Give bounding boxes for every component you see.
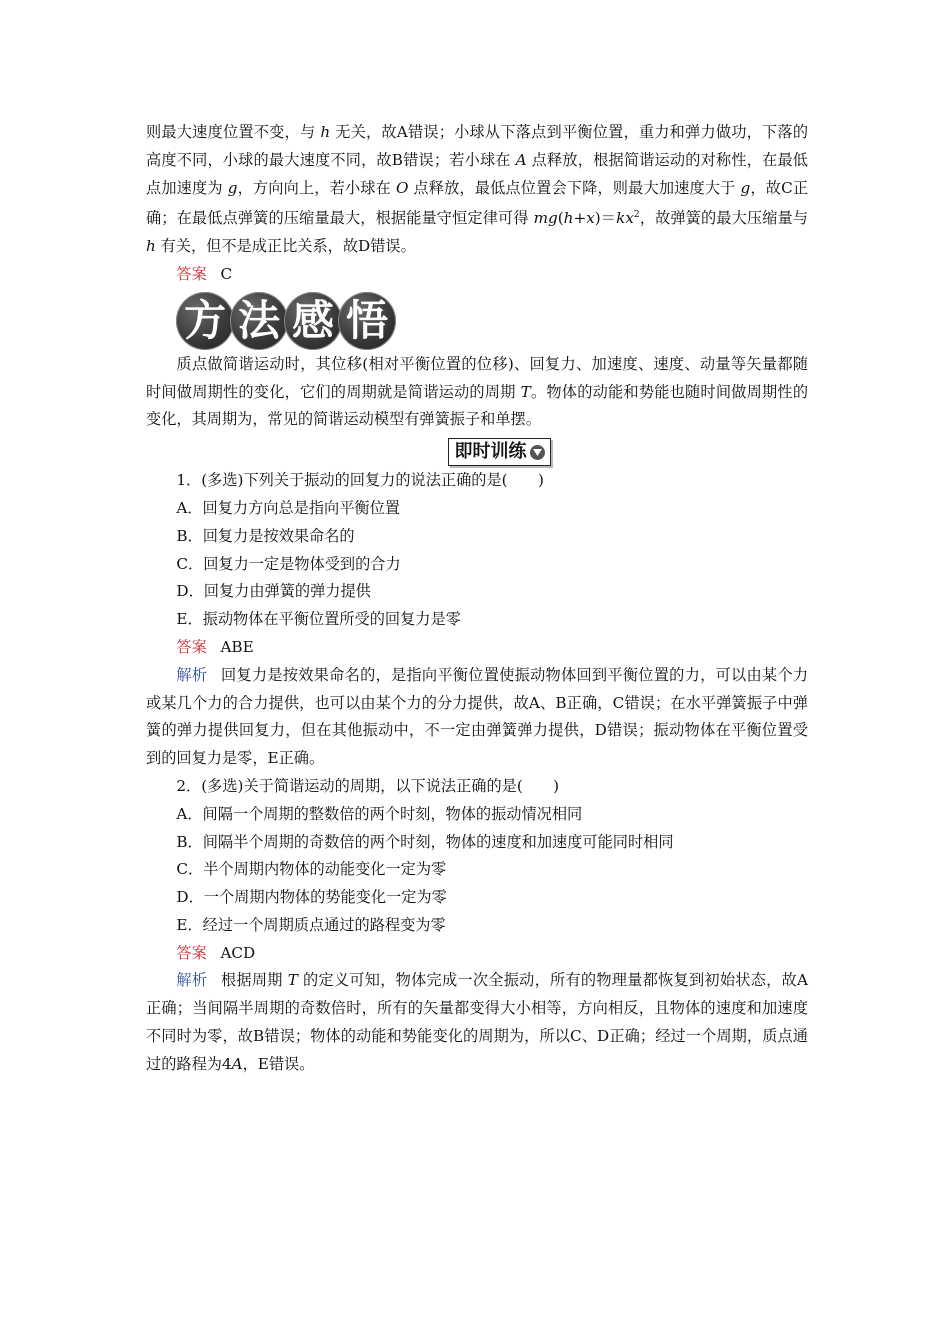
answer-value: C <box>220 265 233 284</box>
analysis-label: 解析 <box>176 665 208 684</box>
option-item: B．间隔半个周期的奇数倍的两个时刻，物体的速度和加速度可能同时相同 <box>176 832 674 851</box>
method-paragraph <box>146 351 808 434</box>
var-O: O <box>395 178 409 197</box>
training-header <box>146 438 808 467</box>
answer-value: ACD <box>220 943 256 962</box>
banner-char: 感 <box>284 292 342 350</box>
intro-text: 点释放，最低点位置会下降，则最大加速度大于 <box>408 178 741 197</box>
intro-text: 有关，但不是成正比关系，故D错误。 <box>155 237 416 256</box>
var-h: h <box>563 209 574 228</box>
intro-text: ，方向向上，若小球在 <box>237 178 396 197</box>
method-text: 质点做简谐运动时，其位移(相对平衡位置的位移)、回复力、加速度、速度、动量等矢量都随时间做周期性的变化，它们的周期就是简谐运动的周期 <box>146 354 808 401</box>
option-item: C．半个周期内物体的动能变化一定为零 <box>176 860 447 879</box>
var-A: A <box>231 1054 243 1073</box>
answer-label: 答案 <box>176 265 207 284</box>
exponent: 2 <box>633 210 640 221</box>
banner-char: 方 <box>176 292 234 350</box>
method-banner <box>176 291 808 351</box>
chevron-down-icon <box>530 445 545 460</box>
var-T: T <box>287 971 298 990</box>
analysis-paragraph <box>146 662 808 773</box>
answer-line <box>146 940 808 968</box>
answer-label: 答案 <box>176 943 207 962</box>
method-text: 。物体的动能和势能也随时间做周期性的变化，其周期为，常见的简谐运动模型有弹簧振子和单摆。 <box>146 382 809 429</box>
answer-label: 答案 <box>176 637 207 656</box>
var-A: A <box>515 150 527 169</box>
var-h: h <box>146 237 156 256</box>
var-h: h <box>320 123 331 141</box>
question-stem: 1．(多选)下列关于振动的回复力的说法正确的是( ) <box>176 471 544 490</box>
symbol: + <box>573 209 587 228</box>
banner-char: 法 <box>230 292 288 350</box>
answer-line <box>146 634 808 662</box>
intro-text: ，故弹簧的最大压缩量与 <box>639 209 809 228</box>
var-g: g <box>227 178 238 197</box>
analysis-text: 回复力是按效果命名的，是指向平衡位置使振动物体回到平衡位置的力，可以由某个力或某几个力的合力提供，也可以由某个力的分力提供，故A、B正确，C错误；在水平弹簧振子中弹簧的弹力提供回复力，但在其他振动中，不一定由弹簧弹力提供，D错误；振动物体在平衡位置受到的回复力是零，E正确。 <box>146 665 809 768</box>
var-kx: kx <box>616 209 634 228</box>
option-item: E．振动物体在平衡位置所受的回复力是零 <box>176 610 461 629</box>
intro-text: 点释放，根据简谐运动的对称性，在最低点加速度为 <box>146 150 808 197</box>
option-item: B．回复力是按效果命名的 <box>176 526 355 545</box>
option-item: A．回复力方向总是指向平衡位置 <box>176 498 400 517</box>
option-item: E．经过一个周期质点通过的路程变为零 <box>176 915 446 934</box>
var-mg: mg <box>533 209 558 228</box>
var-g: g <box>740 178 751 197</box>
var-T: T <box>520 382 531 401</box>
option-item: A．间隔一个周期的整数倍的两个时刻，物体的振动情况相同 <box>176 804 583 823</box>
intro-paragraph <box>146 119 808 261</box>
question-stem: 2．(多选)关于简谐运动的周期，以下说法正确的是( ) <box>176 776 560 795</box>
option-item: D．回复力由弹簧的弹力提供 <box>176 582 371 601</box>
var-x: x <box>586 209 595 228</box>
training-box <box>448 438 551 466</box>
symbol: )＝ <box>594 209 617 228</box>
analysis-text: ，E错误。 <box>242 1054 315 1073</box>
answer-line <box>146 261 808 289</box>
intro-text: ，故C正确；在最低点弹簧的压缩量最大，根据能量守恒定律可得 <box>146 178 809 228</box>
banner-char: 悟 <box>338 292 396 350</box>
document-page <box>146 119 808 1079</box>
analysis-label: 解析 <box>176 971 208 990</box>
training-label: 即时训练 <box>454 441 527 463</box>
analysis-paragraph <box>146 967 808 1078</box>
analysis-text: 的定义可知，物体完成一次全振动，所有的物理量都恢复到初始状态，故A正确；当间隔半周期的奇数倍时，所有的矢量都变得大小相等，方向相反，且物体的速度和加速度不同时为零，故B错误；物体的动能和势能变化的周期为，所以C、D正确；经过一个周期，质点通过的路程为4 <box>146 971 809 1073</box>
option-item: C．回复力一定是物体受到的合力 <box>176 554 401 573</box>
intro-text: 无关，故A错误；小球从下落点到平衡位置，重力和弹力做功，下落的高度不同，小球的最大速度不同，故B错误；若小球在 <box>146 123 809 169</box>
option-item: D．一个周期内物体的势能变化一定为零 <box>176 888 447 907</box>
intro-text: 则最大速度位置不变，与 <box>146 123 321 141</box>
answer-value: ABE <box>220 637 254 656</box>
symbol: ( <box>557 209 564 228</box>
analysis-text: 根据周期 <box>220 971 288 990</box>
